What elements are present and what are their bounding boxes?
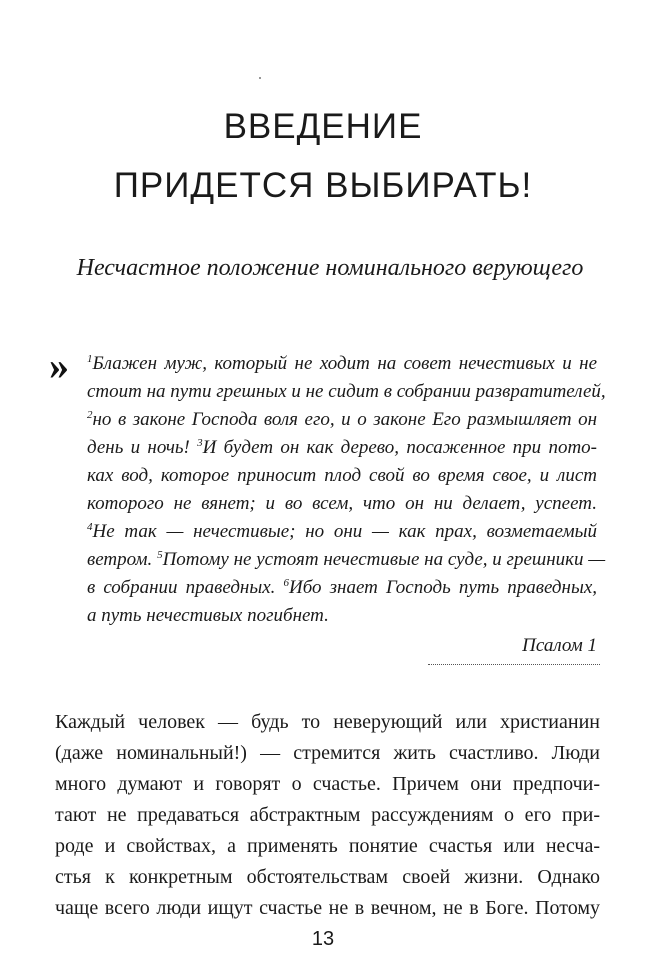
print-speck: [259, 77, 261, 79]
epigraph-line: [87, 574, 597, 602]
verse-text: Потому не устоят нечестивые на суде, и грешники —: [162, 549, 606, 570]
epigraph-line: [87, 462, 597, 490]
verse-number: 2: [87, 409, 93, 421]
verse-text: но в законе Господа воля его, и о законе Его размышляет он: [92, 409, 597, 430]
verse-text: которого не вянет; и во всем, что он ни делает, успеет.: [87, 493, 597, 514]
dotted-divider: [428, 664, 600, 665]
chapter-heading-line-2: ПРИДЕТСЯ ВЫБИРАТЬ!: [113, 166, 533, 205]
epigraph-line: [87, 546, 606, 574]
verse-text: в собрании праведных.: [87, 577, 284, 598]
quote-mark-icon: »: [49, 343, 69, 388]
epigraph-line: [87, 490, 597, 518]
verse-number: 6: [283, 577, 290, 589]
verse-text: ветром.: [87, 549, 158, 570]
verse-number: 1: [87, 353, 93, 365]
epigraph-line: [87, 518, 597, 546]
verse-text: а путь нечестивых погибнет.: [87, 605, 329, 626]
verse-text: Ибо знает Господь путь праведных,: [289, 577, 598, 598]
page-number: 13: [311, 928, 335, 950]
body-line: чаще всего люди ищут счастье не в вечном, не в Боге. Потому: [55, 897, 600, 919]
verse-text: Блажен муж, который не ходит на совет нечестивых и не: [92, 353, 597, 374]
verse-text: стоит на пути грешных и не сидит в собрании развратителей,: [87, 381, 606, 402]
epigraph-line: [87, 350, 597, 378]
epigraph-line: [87, 602, 329, 630]
verse-number: 3: [197, 437, 203, 449]
verse-text: день и ночь!: [87, 437, 198, 458]
body-line: Каждый человек — будь то неверующий или христианин: [55, 711, 600, 733]
verse-number: 4: [87, 521, 93, 533]
epigraph-line: [87, 378, 606, 406]
epigraph-line: [87, 434, 597, 462]
section-subtitle: Несчастное положение номинального верующего: [76, 255, 584, 281]
verse-number: 5: [157, 549, 163, 561]
epigraph-source: Псалом 1: [522, 635, 597, 656]
epigraph-line: [87, 406, 597, 434]
body-line: (даже номинальный!) — стремится жить счастливо. Люди: [55, 742, 600, 764]
body-line: много думают и говорят о счастье. Причем они предпочи-: [55, 773, 600, 795]
body-line: стья к конкретным обстоятельствам своей жизни. Однако: [55, 866, 600, 888]
body-line: роде и свойствах, а применять понятие счастья или несча-: [55, 835, 600, 857]
chapter-heading-line-1: ВВЕДЕНИЕ: [223, 107, 423, 146]
body-line: тают не предаваться абстрактным рассуждениям о его при-: [55, 804, 600, 826]
verse-text: И будет он как дерево, посаженное при пото-: [202, 437, 597, 458]
verse-text: Не так — нечестивые; но они — как прах, возметаемый: [92, 521, 597, 542]
verse-text: ках вод, которое приносит плод свой во время свое, и лист: [87, 465, 597, 486]
